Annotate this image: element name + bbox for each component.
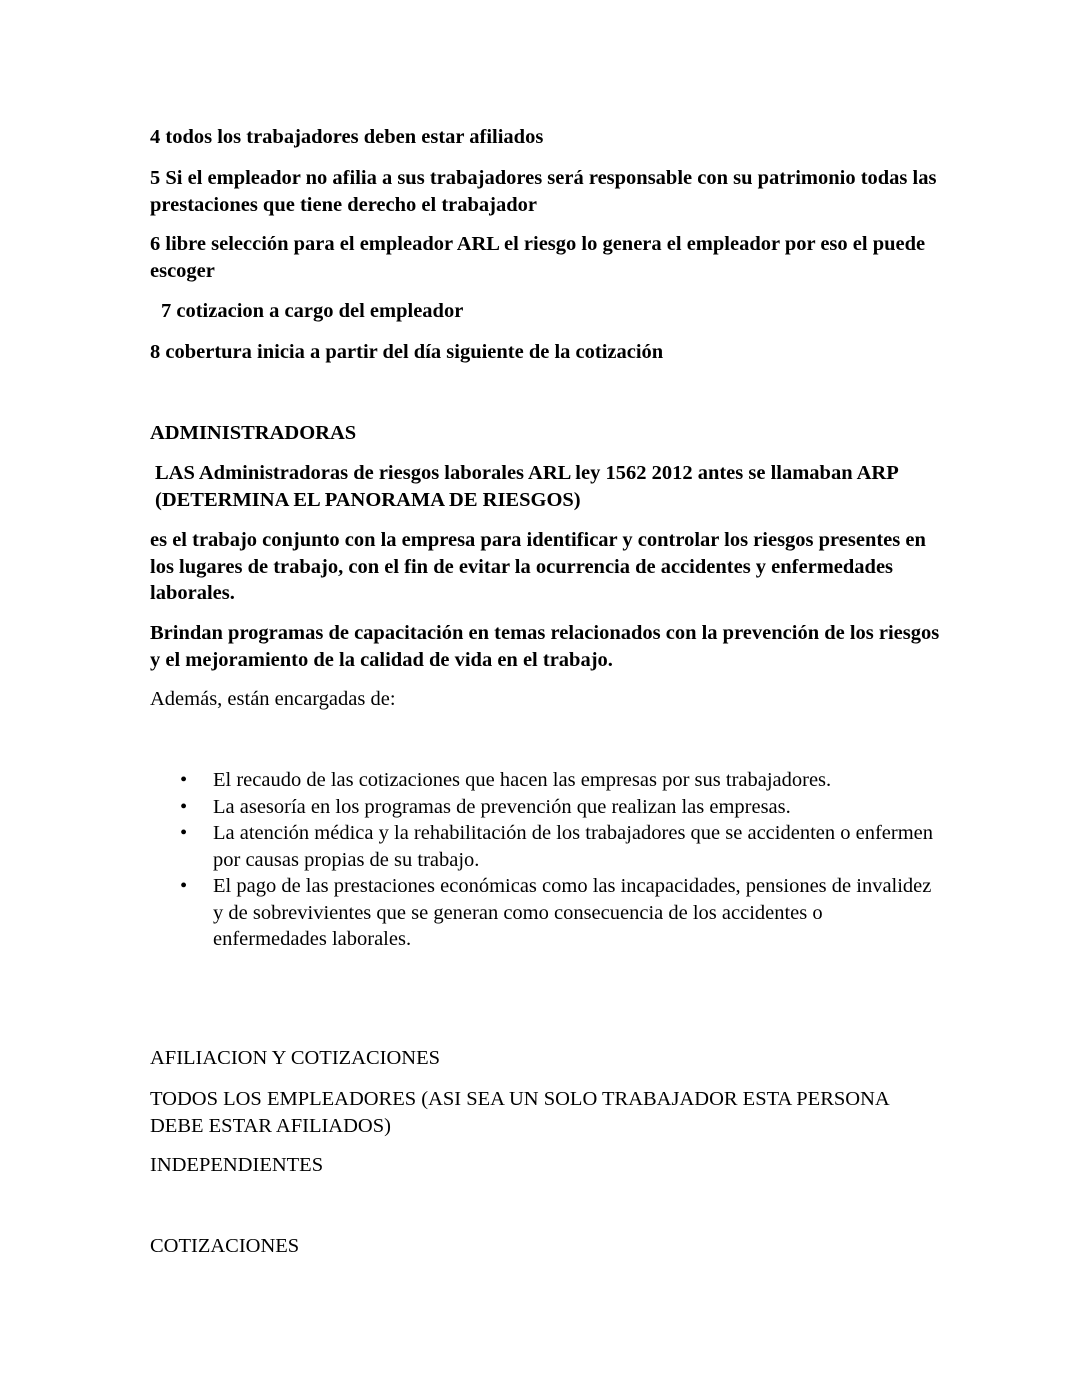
bullet-list [150,767,940,953]
section-heading-afiliacion: AFILIACION Y COTIZACIONES [150,1047,441,1069]
bullet-item [150,820,940,873]
bullet-item [150,767,940,794]
paragraph-admin-2: Brindan programas de capacitación en temas relacionados con la prevención de los riesgos y el mejoramiento de la calidad de vida en el trabajo. [150,622,940,671]
section-heading-cotizaciones: COTIZACIONES [150,1235,300,1257]
paragraph-afiliacion-1: TODOS LOS EMPLEADORES (ASI SEA UN SOLO TRABAJADOR ESTA PERSONA DEBE ESTAR AFILIADOS) [150,1088,889,1137]
paragraph-admin-intro: LAS Administradoras de riesgos laborales ARL ley 1562 2012 antes se llamaban ARP (DETERMINA EL PANORAMA DE RIESGOS) [155,462,898,511]
bullet-text: La asesoría en los programas de prevención que realizan las empresas. [213,795,791,818]
bullet-icon: • [180,875,188,897]
section-heading-administradoras: ADMINISTRADORAS [150,422,357,444]
list-item: 8 cobertura inicia a partir del día siguiente de la cotización [150,341,664,363]
bullet-text: El recaudo de las cotizaciones que hacen las empresas por sus trabajadores. [213,769,832,791]
bullet-item [150,794,940,821]
list-item: 7 cotizacion a cargo del empleador [161,300,464,322]
bullet-text: El pago de las prestaciones económicas como las incapacidades, pensiones de invalidez y de sobrevivientes que se generan como consecuencia de los accidentes o enfermedades laborales. [213,875,932,950]
bullet-icon: • [180,795,188,818]
list-item: 6 libre selección para el empleador ARL el riesgo lo genera el empleador por eso el puede escoger [150,233,926,282]
bullet-item [150,873,940,953]
bullet-text: La atención médica y la rehabilitación de los trabajadores que se accidenten o enfermen por causas propias de su trabajo. [213,822,934,871]
paragraph-admin-1: es el trabajo conjunto con la empresa para identificar y controlar los riesgos presentes en los lugares de trabajo, con el fin de evitar la ocurrencia de accidentes y enfermedades laborales. [150,529,926,604]
list-item: 4 todos los trabajadores deben estar afiliados [150,126,544,148]
list-item: 5 Si el empleador no afilia a sus trabajadores será responsable con su patrimonio todas las prestaciones que tiene derecho el trabajador [150,167,937,216]
paragraph-afiliacion-2: INDEPENDIENTES [150,1154,324,1176]
bullet-icon: • [180,769,188,791]
bullet-icon: • [180,822,188,844]
paragraph-admin-3: Además, están encargadas de: [150,688,396,710]
